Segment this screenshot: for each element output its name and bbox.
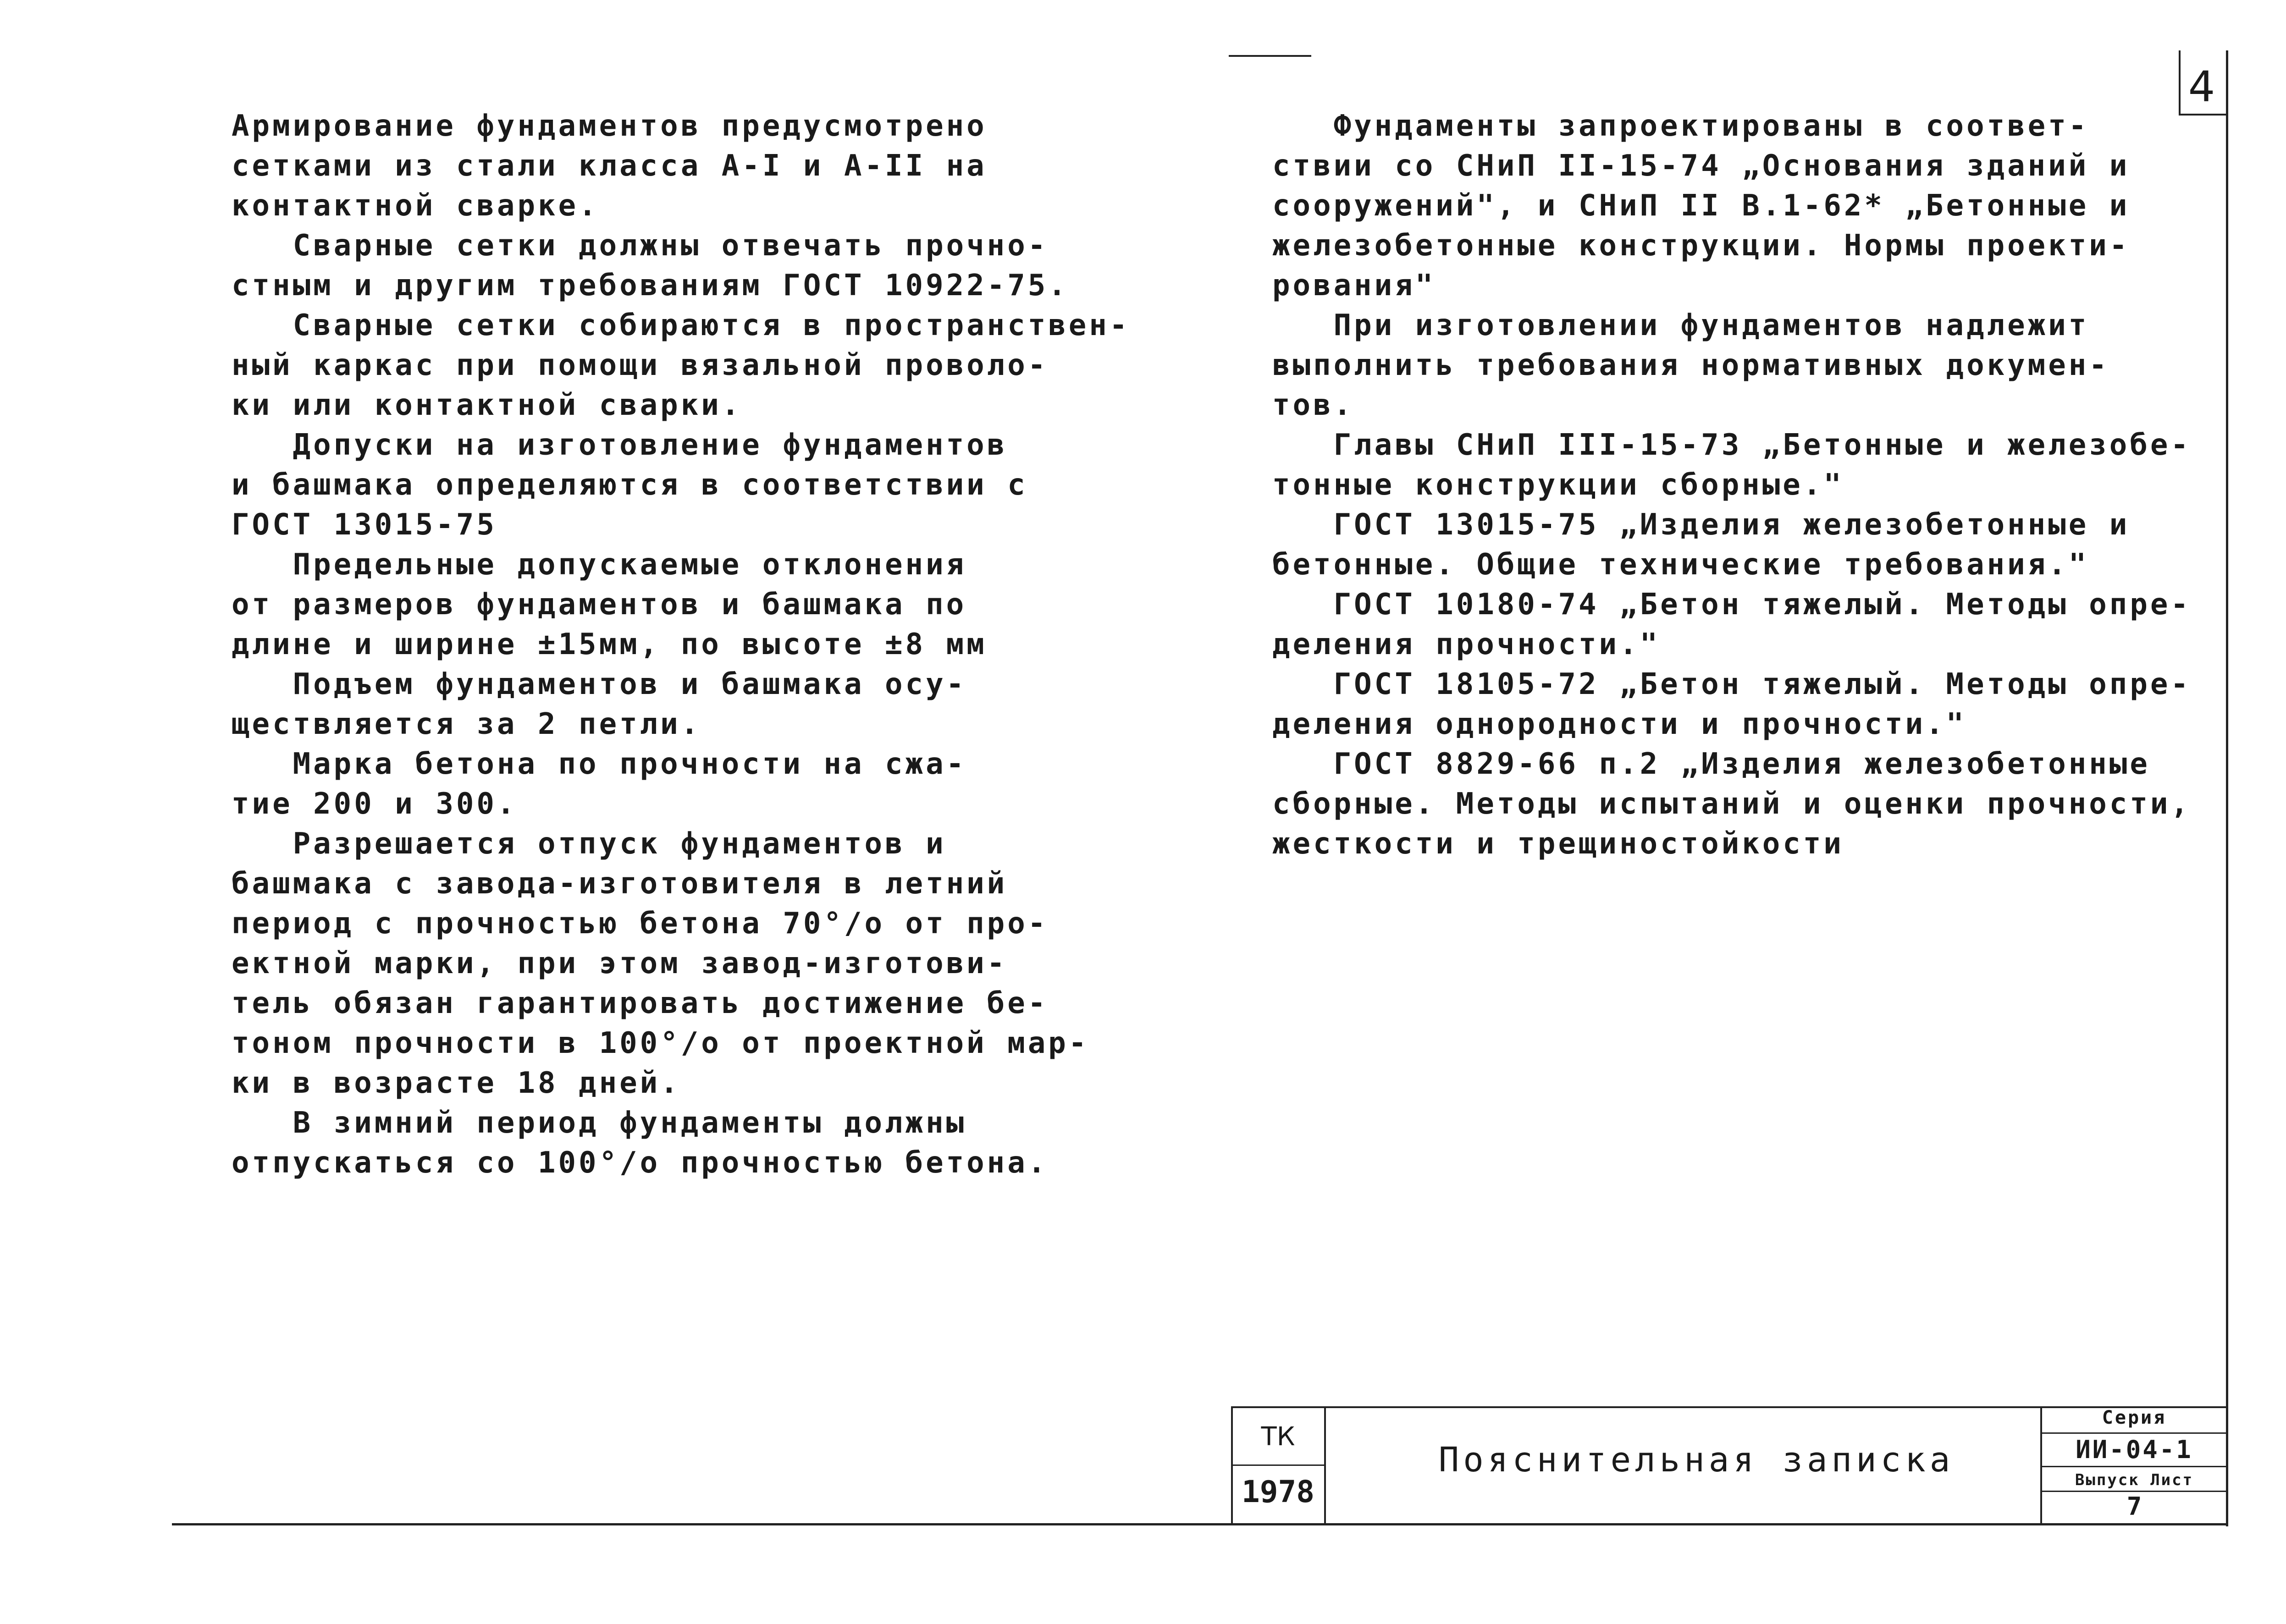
left-text-line: В зимний период фундаменты должны (232, 1106, 967, 1140)
right-text-line: рования" (1272, 269, 1436, 303)
title-block-title: Пояснительная записка (1438, 1440, 1955, 1480)
sheet-number-box-left (2179, 50, 2181, 115)
right-text-line: сооружений", и СНиП II В.1-62* „Бетонные и (1272, 189, 2130, 223)
sheet-number: 4 (2188, 62, 2215, 111)
left-text-line: от размеров фундаментов и башмака по (232, 588, 967, 622)
left-text-line: тоном прочности в 100°/о от проектной мар- (232, 1026, 1089, 1060)
right-text-line: выполнить требования нормативных докумен- (1272, 348, 2109, 382)
right-text-line: тонные конструкции сборные." (1272, 468, 1844, 502)
left-text-line: Допуски на изготовление фундаментов (232, 428, 1008, 462)
right-text-line: При изготовлении фундаментов надлежит (1272, 308, 2089, 342)
right-text-line: деления прочности." (1272, 628, 1661, 661)
left-text-line: период с прочностью бетона 70°/о от про- (232, 907, 1049, 941)
left-text-line: ный каркас при помощи вязальной проволо- (232, 348, 1049, 382)
title-block-org: ТК (1261, 1422, 1295, 1452)
title-block-org-year-divider (1231, 1464, 1325, 1466)
left-text-line: башмака с завода-изготовителя в летний (232, 867, 1008, 901)
left-text-line: тие 200 и 300. (232, 787, 518, 821)
title-block-issue: 7 (2126, 1492, 2142, 1521)
left-text-line: ки в возрасте 18 дней. (232, 1066, 681, 1100)
right-text-line: Главы СНиП III-15-73 „Бетонные и железобе- (1272, 428, 2191, 462)
left-text-line: Марка бетона по прочности на сжа- (232, 747, 967, 781)
right-text-line: ГОСТ 10180-74 „Бетон тяжелый. Методы опре- (1272, 588, 2191, 622)
right-text-line: ГОСТ 13015-75 „Изделия железобетонные и (1272, 508, 2130, 542)
title-block-issue-label: Выпуск Лист (2075, 1471, 2194, 1489)
left-text-line: ектной марки, при этом завод-изготови- (232, 947, 1008, 980)
title-block-divider-2 (2040, 1406, 2042, 1525)
left-text-line: Сварные сетки должны отвечать прочно- (232, 229, 1049, 263)
left-text-line: тель обязан гарантировать достижение бе- (232, 986, 1049, 1020)
left-text-line: отпускаться со 100°/о прочностью бетона. (232, 1146, 1049, 1180)
right-text-line: Фундаменты запроектированы в соответ- (1272, 109, 2089, 143)
right-text-line: ГОСТ 18105-72 „Бетон тяжелый. Методы опре- (1272, 667, 2191, 701)
title-block-series-label: Серия (2102, 1407, 2167, 1428)
left-text-line: Разрешается отпуск фундаментов и (232, 827, 946, 861)
top-border-line (1229, 55, 1311, 57)
right-text-line: бетонные. Общие технические требования." (1272, 548, 2089, 582)
right-text-line: сборные. Методы испытаний и оценки прочности, (1272, 787, 2191, 821)
left-text-line: ГОСТ 13015-75 (232, 508, 497, 542)
left-text-line: стным и другим требованиям ГОСТ 10922-75. (232, 269, 1069, 303)
bottom-border-line (172, 1523, 2228, 1525)
right-text-line: жесткости и трещиностойкости (1272, 827, 1844, 861)
left-text-line: длине и ширине ±15мм, по высоте ±8 мм (232, 628, 987, 661)
left-text-line: ществляется за 2 петли. (232, 707, 701, 741)
right-text-line: деления однородности и прочности." (1272, 707, 1967, 741)
right-text-line: тов. (1272, 388, 1354, 422)
left-text-line: Подъем фундаментов и башмака осу- (232, 667, 967, 701)
left-text-line: контактной сварке. (232, 189, 599, 223)
right-text-line: ствии со СНиП II-15-74 „Основания зданий и (1272, 149, 2130, 183)
left-text-line: Сварные сетки собираются в пространствен- (232, 308, 1130, 342)
right-text-line: ГОСТ 8829-66 п.2 „Изделия железобетонные (1272, 747, 2150, 781)
right-border-line (2226, 50, 2228, 1526)
left-text-column (232, 106, 1176, 1183)
left-text-line: и башмака определяются в соответствии с (232, 468, 1028, 502)
left-text-line: Предельные допускаемые отклонения (232, 548, 967, 582)
left-text-line: ки или контактной сварки. (232, 388, 742, 422)
left-text-line: сетками из стали класса А-I и А-II на (232, 149, 987, 183)
right-text-line: железобетонные конструкции. Нормы проекти- (1272, 229, 2130, 263)
title-block-year: 1978 (1242, 1474, 1314, 1509)
right-text-column (1272, 106, 2212, 864)
left-text-line: Армирование фундаментов предусмотрено (232, 109, 987, 143)
title-block-series: ИИ-04-1 (2076, 1435, 2193, 1464)
